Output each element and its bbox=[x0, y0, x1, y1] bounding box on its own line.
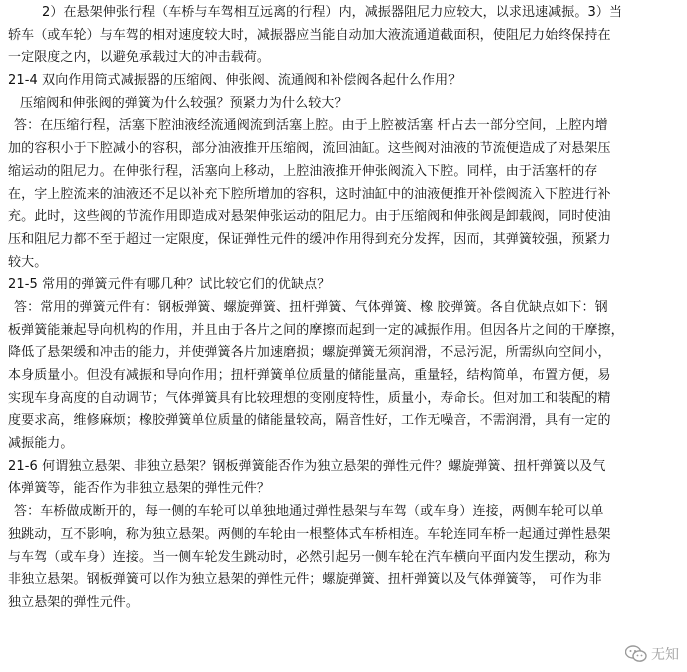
watermark bbox=[625, 644, 679, 664]
text-line: 非独立悬架。钢板弹簧可以作为独立悬架的弹性元件；螺旋弹簧、扭杆弹簧以及气体弹簧等， 可作为非 bbox=[8, 572, 602, 588]
text-line: 独立悬架的弹性元件。 bbox=[8, 594, 140, 610]
text-line: 一定限度之内，以避免承载过大的冲击载荷。 bbox=[8, 50, 271, 66]
text-line: 实现车身高度的自动调节；气体弹簧具有比较理想的变刚度特性，质量小，寿命长。但对加工和装配的精 bbox=[8, 390, 611, 406]
answer-line: 答：常用的弹簧元件有：钢板弹簧、螺旋弹簧、扭杆弹簧、气体弹簧、橡 胶弹簧。各自优缺点如下：钢 bbox=[14, 299, 608, 315]
question-heading: 体弹簧等，能否作为非独立悬架的弹性元件？ bbox=[8, 481, 271, 497]
answer-line: 答：在压缩行程，活塞下腔油液经流通阀流到活塞上腔。由于上腔被活塞 杆占去一部分空间，上腔内增 bbox=[14, 118, 608, 134]
text-line: 轿车（或车轮）与车驾的相对速度较大时，减振器应当能自动加大液流通道截面积，使阻尼力始终保持在 bbox=[8, 27, 611, 43]
text-line: 在，字上腔流来的油液还不足以补充下腔所增加的容积，这时油缸中的油液便推开补偿阀流入下腔进行补 bbox=[8, 186, 611, 202]
text-line: 加的容积小于下腔减小的容积，部分油液推开压缩阀，流回油缸。这些阀对油液的节流便造成了对悬架压 bbox=[8, 141, 611, 157]
wechat-icon bbox=[625, 645, 647, 663]
text-line: 与车驾（或车身）连接。当一侧车轮发生跳动时，必然引起另一侧车轮在汽车横向平面内发生摆动，称为 bbox=[8, 549, 611, 565]
text-line: 独跳动，互不影响，称为独立悬架。两侧的车轮由一根整体式车桥相连。车轮连同车桥一起通过弹性悬架 bbox=[8, 526, 611, 542]
question-heading: 21-6 何谓独立悬架、非独立悬架？钢板弹簧能否作为独立悬架的弹性元件？螺旋弹簧、扭杆弹簧以及气 bbox=[8, 458, 606, 474]
text-line: 充。此时，这些阀的节流作用即造成对悬架伸张运动的阻尼力。由于压缩阀和伸张阀是卸载阀，同时使油 bbox=[8, 209, 611, 225]
question-heading: 21-4 双向作用筒式减振器的压缩阀、伸张阀、流通阀和补偿阀各起什么作用？ bbox=[8, 73, 462, 89]
text-line: 本身质量小。但没有减振和导向作用；扭杆弹簧单位质量的储能量高，重量轻，结构简单，布置方便，易 bbox=[8, 368, 611, 383]
text-line: 减振能力。 bbox=[8, 436, 74, 452]
answer-line: 答：车桥做成断开的，每一侧的车轮可以单独地通过弹性悬架与车驾（或车身）连接，两侧车轮可以单 bbox=[14, 504, 604, 520]
text-line: 2）在悬架伸张行程（车桥与车驾相互远离的行程）内，减振器阻尼力应较大，以求迅速减振。3）当 bbox=[42, 5, 623, 20]
text-line: 较大。 bbox=[8, 254, 48, 270]
watermark-text: 无知 bbox=[651, 647, 679, 663]
text-line: 压和阻尼力都不至于超过一定限度，保证弹性元件的缓冲作用得到充分发挥，因而，其弹簧较强，预紧力 bbox=[8, 231, 611, 247]
text-line: 降低了悬架缓和冲击的能力，并使弹簧各片加速磨损；螺旋弹簧无须润滑，不忌污泥，所需纵向空间小， bbox=[8, 345, 611, 361]
text-line: 缩运动的阻尼力。在伸张行程，活塞向上移动，上腔油液推开伸张阀流入下腔。同样，由于活塞杆的存 bbox=[8, 163, 598, 179]
question-heading: 压缩阀和伸张阀的弹簧为什么较强？预紧力为什么较大？ bbox=[20, 95, 348, 111]
text-line: 板弹簧能兼起导向机构的作用，并且由于各片之间的摩擦而起到一定的减振作用。但因各片之间的干摩擦， bbox=[8, 322, 624, 338]
text-line: 度要求高，维修麻烦；橡胶弹簧单位质量的储能量较高，隔音性好，工作无噪音，不需润滑，具有一定的 bbox=[8, 413, 611, 429]
question-heading: 21-5 常用的弹簧元件有哪几种？试比较它们的优缺点？ bbox=[8, 277, 331, 293]
